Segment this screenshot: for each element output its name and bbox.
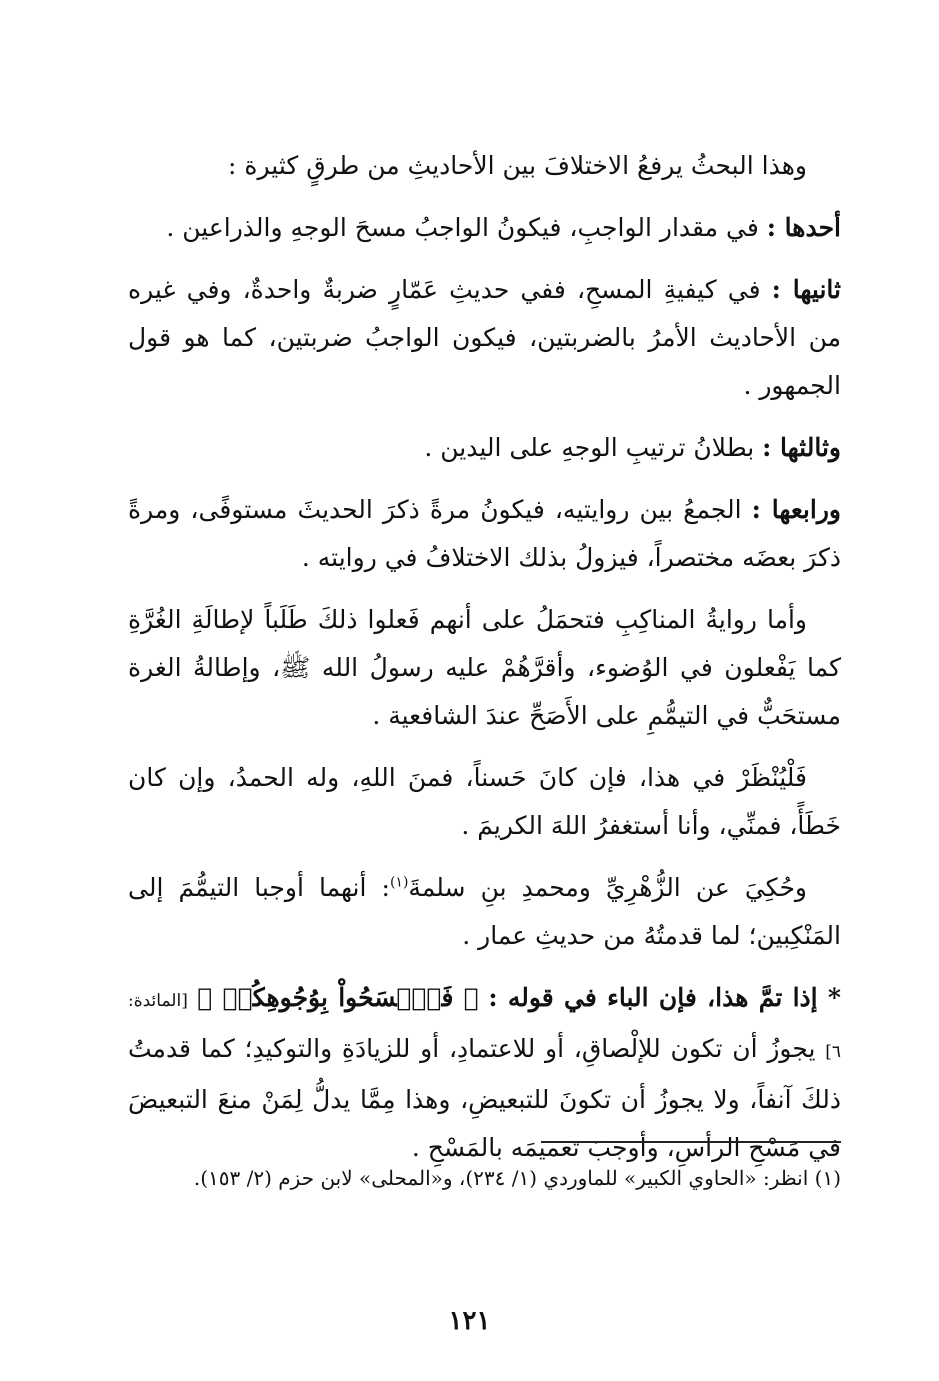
paragraph-zuhri — [128, 864, 841, 960]
paragraph-text: : أنهما أوجبا التيمُّمَ إلى المَنْكِبين؛ لما قدمتُهُ من حديثِ عمار . — [128, 873, 841, 950]
footnote: (١) انظر: «الحاوي الكبير» للماوردي (١/ ٢٣٤)، و«المحلى» لابن حزم (٢/ ١٥٣). — [193, 1166, 841, 1190]
paragraph-second — [128, 266, 841, 410]
paragraph-text: بطلانُ ترتيبِ الوجهِ على اليدين . — [424, 433, 763, 462]
paragraph-lead: * إذا تمَّ هذا، فإن الباء في قوله : — [488, 983, 841, 1012]
paragraph-first — [128, 204, 841, 252]
paragraph-text: الجمعُ بين روايتيه، فيكونُ مرةً ذكرَ الحديثَ مستوفًى، ومرةً ذكرَ بعضَه مختصراً، فيزولُ بذلك الاختلافُ في روايته . — [128, 495, 841, 572]
paragraph-lead: وثالثها : — [762, 433, 841, 462]
paragraph-text: وحُكِيَ عن الزُّهْرِيِّ ومحمدِ بنِ سلمةَ — [408, 873, 807, 902]
paragraph-fourth — [128, 486, 841, 582]
paragraph-text: يجوزُ أن تكون للإلْصاقِ، أو للاعتمادِ، أو للزيادَةِ والتوكيدِ؛ كما قدمتُ ذلكَ آنفاً، ولا يجوزُ أن تكونَ للتبعيضِ، وهذا مِمَّا يدلُّ لِمَنْ منعَ التبعيضَ في مَسْحِ الرأسِ، وأوجبَ تعميمَه بالمَسْحِ . — [128, 1034, 841, 1162]
paragraph-text: في كيفيةِ المسحِ، ففي حديثِ عَمّارٍ ضربةٌ واحدةٌ، وفي غيره من الأحاديث الأمرُ بالضربتين، فيكون الواجبُ ضربتين، كما هو قول الجمهور . — [128, 275, 841, 400]
paragraph-lead: ثانيها : — [771, 275, 841, 304]
paragraph-text: وأما روايةُ المناكِبِ فتحمَلُ على أنهم فَعلوا ذلكَ طَلَباً لإطالَةِ الغُرَّةِ كما يَفْعلون في الوُضوء، وأقرَّهُمْ عليه رسولُ الله ﷺ، وإطالةُ الغرة مستحَبٌّ في التيمُّمِ على الأَصَحِّ عندَ الشافعية . — [128, 605, 841, 730]
paragraph-text: وهذا البحثُ يرفعُ الاختلافَ بين الأحاديثِ من طرقٍ كثيرة : — [228, 151, 807, 180]
paragraph-text: فَلْيُنْظَرْ في هذا، فإن كانَ حَسناً، فمنَ اللهِ، وله الحمدُ، وإن كان خَطَأً، فمنِّي، وأنا أستغفرُ اللهَ الكريمَ . — [128, 763, 841, 840]
paragraph-third — [128, 424, 841, 472]
paragraph-lead: أحدها : — [766, 213, 841, 242]
paragraph-lead: ورابعها : — [751, 495, 841, 524]
verse-reference: [المائدة: ٦] — [128, 991, 841, 1062]
paragraph-intro — [128, 142, 841, 190]
page-number: ١٢١ — [448, 1306, 491, 1336]
paragraph-text: في مقدار الواجبِ، فيكونُ الواجبُ مسحَ الوجهِ والذراعين . — [166, 213, 767, 242]
footnote-divider — [541, 1141, 841, 1143]
paragraph-shoulders — [128, 596, 841, 740]
paragraph-consider — [128, 754, 841, 850]
quran-verse: ﴿ فَٱمۡسَحُواْ بِوُجُوهِكُمۡ ﴾ — [197, 983, 479, 1012]
footnote-marker[interactable]: (١) — [389, 874, 409, 891]
main-text — [128, 142, 841, 1186]
